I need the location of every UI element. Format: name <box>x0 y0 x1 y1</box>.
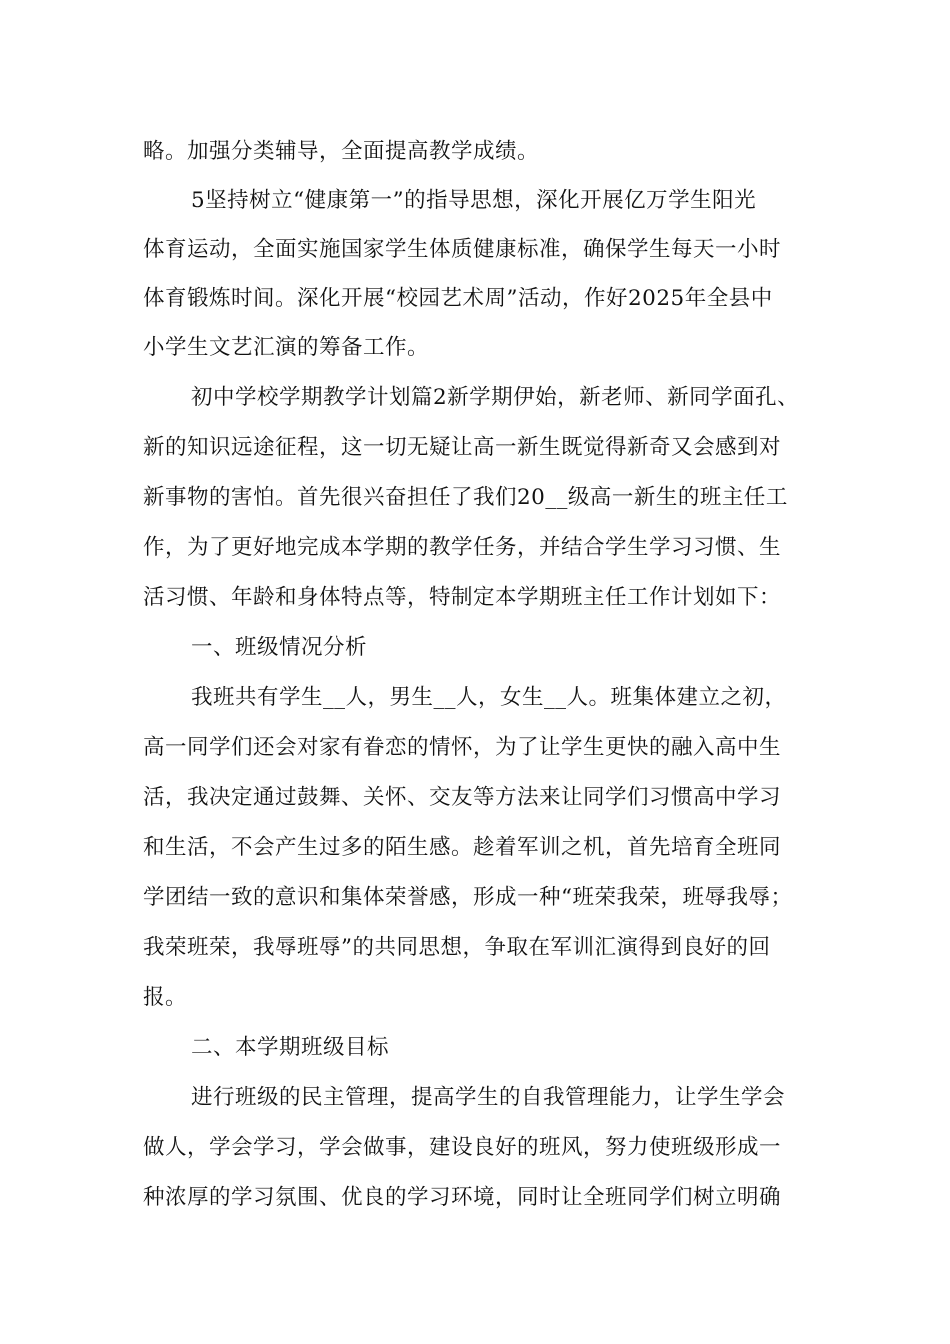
text-line: 初中学校学期教学计划篇2新学期伊始，新老师、新同学面孔、 <box>191 385 800 410</box>
text-line: 高一同学们还会对家有眷恋的情怀，为了让学生更快的融入高中生 <box>143 735 782 760</box>
text-line: 小学生文艺汇演的筹备工作。 <box>143 335 430 360</box>
text-line: 种浓厚的学习氛围、优良的学习环境，同时让全班同学们树立明确 <box>143 1185 782 1210</box>
text-line: 学团结一致的意识和集体荣誉感，形成一种“班荣我荣，班辱我辱； <box>143 885 793 910</box>
text-line: 略。加强分类辅导，全面提高教学成绩。 <box>143 139 540 164</box>
text-line: 报。 <box>143 985 188 1010</box>
section-heading: 二、本学期班级目标 <box>191 1035 390 1060</box>
text-line: 我荣班荣，我辱班辱”的共同思想，争取在军训汇演得到良好的回 <box>143 935 771 960</box>
text-line: 体育运动，全面实施国家学生体质健康标准，确保学生每天一小时 <box>143 237 782 262</box>
text-line: 作，为了更好地完成本学期的教学任务，并结合学生学习习惯、生 <box>143 535 782 560</box>
text-line: 我班共有学生__人，男生__人，女生__人。班集体建立之初， <box>191 685 787 710</box>
text-line: 进行班级的民主管理，提高学生的自我管理能力，让学生学会 <box>191 1085 786 1110</box>
text-line: 体育锻炼时间。深化开展“校园艺术周”活动，作好2025年全县中 <box>143 286 773 311</box>
section-heading: 一、班级情况分析 <box>191 635 368 660</box>
text-line: 活习惯、年龄和身体特点等，特制定本学期班主任工作计划如下： <box>143 585 782 610</box>
text-line: 新的知识远途征程，这一切无疑让高一新生既觉得新奇又会感到对 <box>143 435 782 460</box>
text-line: 5坚持树立“健康第一”的指导思想，深化开展亿万学生阳光 <box>191 188 757 213</box>
text-line: 和生活，不会产生过多的陌生感。趁着军训之机，首先培育全班同 <box>143 835 782 860</box>
text-line: 新事物的害怕。首先很兴奋担任了我们20__级高一新生的班主任工 <box>143 485 788 510</box>
text-line: 活，我决定通过鼓舞、关怀、交友等方法来让同学们习惯高中学习 <box>143 785 782 810</box>
text-line: 做人，学会学习，学会做事，建设良好的班风，努力使班级形成一 <box>143 1135 782 1160</box>
